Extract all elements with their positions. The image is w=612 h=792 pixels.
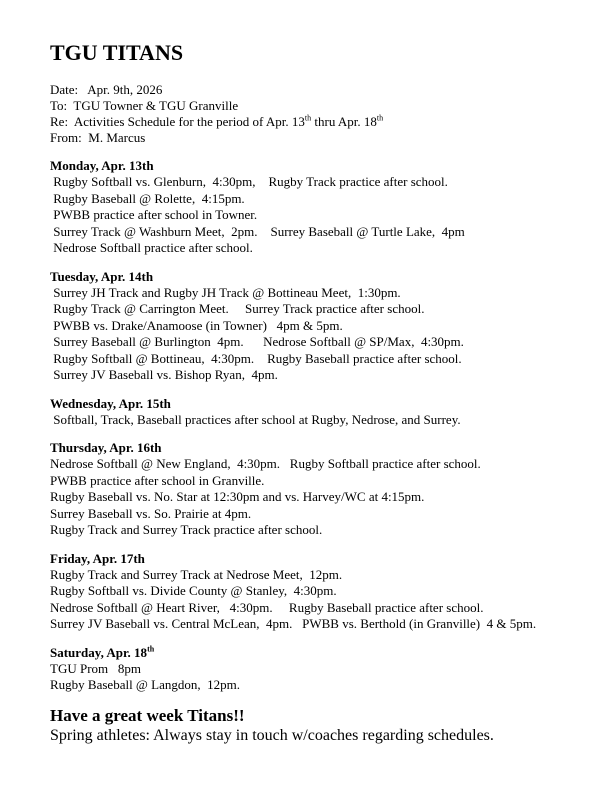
schedule-line: PWBB practice after school in Granville. bbox=[50, 472, 265, 488]
memo-to-label: To: bbox=[50, 98, 68, 113]
schedule-line: Surrey JV Baseball vs. Bishop Ryan, 4pm. bbox=[50, 367, 278, 382]
memo-re-text-2: thru Apr. 18 bbox=[311, 114, 377, 129]
day-heading bbox=[50, 158, 590, 174]
memo-header bbox=[50, 82, 590, 146]
schedule-line: Rugby Baseball @ Langdon, 12pm. bbox=[50, 677, 240, 692]
schedule-line: Rugby Track and Surrey Track practice after school. bbox=[50, 522, 323, 537]
memo-re-sup-2: th bbox=[376, 113, 384, 123]
closing-section bbox=[50, 706, 590, 746]
schedule-line: Rugby Baseball vs. No. Star at 12:30pm and vs. Harvey/WC at 4:15pm. bbox=[50, 489, 425, 504]
day-heading bbox=[50, 269, 590, 285]
schedule-line: PWBB practice after school in Towner. bbox=[50, 207, 258, 222]
closing-heading: Have a great week Titans!! bbox=[50, 705, 245, 725]
schedule-days bbox=[50, 158, 590, 694]
closing-note: Spring athletes: Always stay in touch w/coaches regarding schedules. bbox=[50, 726, 494, 744]
memo-date-label: Date: bbox=[50, 82, 79, 97]
schedule-line: Surrey Track @ Washburn Meet, 2pm. Surrey Baseball @ Turtle Lake, 4pm bbox=[50, 223, 465, 239]
day-heading bbox=[50, 440, 590, 456]
schedule-line: Rugby Softball vs. Divide County @ Stanley, 4:30pm. bbox=[50, 583, 337, 598]
day-heading-text: Wednesday, Apr. 15th bbox=[50, 395, 171, 411]
schedule-line: Nedrose Softball practice after school. bbox=[50, 240, 253, 255]
schedule-line: Surrey Baseball @ Burlington 4pm. Nedrose Softball @ SP/Max, 4:30pm. bbox=[50, 334, 464, 349]
day-heading bbox=[50, 551, 590, 567]
memo-page bbox=[50, 40, 590, 746]
memo-to-line bbox=[50, 98, 590, 114]
day-heading-text: Thursday, Apr. 16th bbox=[50, 440, 162, 455]
day-heading-text: Tuesday, Apr. 14th bbox=[50, 268, 154, 284]
schedule-line: Surrey Baseball vs. So. Prairie at 4pm. bbox=[50, 505, 252, 521]
day-section bbox=[50, 645, 590, 694]
memo-re-sup-1: th bbox=[304, 113, 312, 123]
schedule-line: Surrey JV Baseball vs. Central McLean, 4pm. PWBB vs. Berthold (in Granville) 4 & 5pm. bbox=[50, 616, 537, 631]
schedule-line: Rugby Softball vs. Glenburn, 4:30pm, Rugby Track practice after school. bbox=[50, 174, 448, 189]
page-title: TGU TITANS bbox=[50, 40, 184, 65]
day-heading bbox=[50, 645, 590, 661]
day-section bbox=[50, 396, 590, 429]
memo-date-value: Apr. 9th, 2026 bbox=[87, 82, 163, 97]
memo-from-label: From: bbox=[50, 130, 82, 145]
memo-to-value: TGU Towner & TGU Granville bbox=[73, 98, 239, 113]
day-heading-text: Saturday, Apr. 18 bbox=[50, 644, 148, 660]
schedule-line: Rugby Baseball @ Rolette, 4:15pm. bbox=[50, 190, 245, 206]
day-heading-text: Monday, Apr. 13th bbox=[50, 158, 154, 173]
schedule-line: Rugby Track and Surrey Track at Nedrose Meet, 12pm. bbox=[50, 566, 343, 582]
day-section bbox=[50, 158, 590, 257]
schedule-line: Rugby Softball @ Bottineau, 4:30pm. Rugby Baseball practice after school. bbox=[50, 350, 462, 366]
memo-re-text-1: Activities Schedule for the period of Apr. 13 bbox=[73, 114, 305, 129]
memo-from-line bbox=[50, 130, 590, 146]
day-section bbox=[50, 440, 590, 539]
schedule-line: Nedrose Softball @ Heart River, 4:30pm. Rugby Baseball practice after school. bbox=[50, 599, 484, 615]
memo-re-label: Re: bbox=[50, 114, 69, 129]
schedule-line: Softball, Track, Baseball practices after school at Rugby, Nedrose, and Surrey. bbox=[50, 411, 461, 427]
day-section bbox=[50, 269, 590, 384]
memo-re-line bbox=[50, 114, 590, 130]
schedule-line: TGU Prom 8pm bbox=[50, 660, 141, 676]
schedule-line: Nedrose Softball @ New England, 4:30pm. Rugby Softball practice after school. bbox=[50, 456, 481, 471]
schedule-line: Surrey JH Track and Rugby JH Track @ Bottineau Meet, 1:30pm. bbox=[50, 284, 401, 300]
memo-date-line bbox=[50, 82, 590, 98]
memo-from-value: M. Marcus bbox=[88, 130, 146, 145]
day-heading bbox=[50, 396, 590, 412]
schedule-line: Rugby Track @ Carrington Meet. Surrey Track practice after school. bbox=[50, 301, 425, 316]
schedule-line: PWBB vs. Drake/Anamoose (in Towner) 4pm & 5pm. bbox=[50, 317, 343, 333]
day-heading-text: Friday, Apr. 17th bbox=[50, 550, 145, 566]
day-heading-sup: th bbox=[147, 644, 155, 654]
day-section bbox=[50, 551, 590, 633]
